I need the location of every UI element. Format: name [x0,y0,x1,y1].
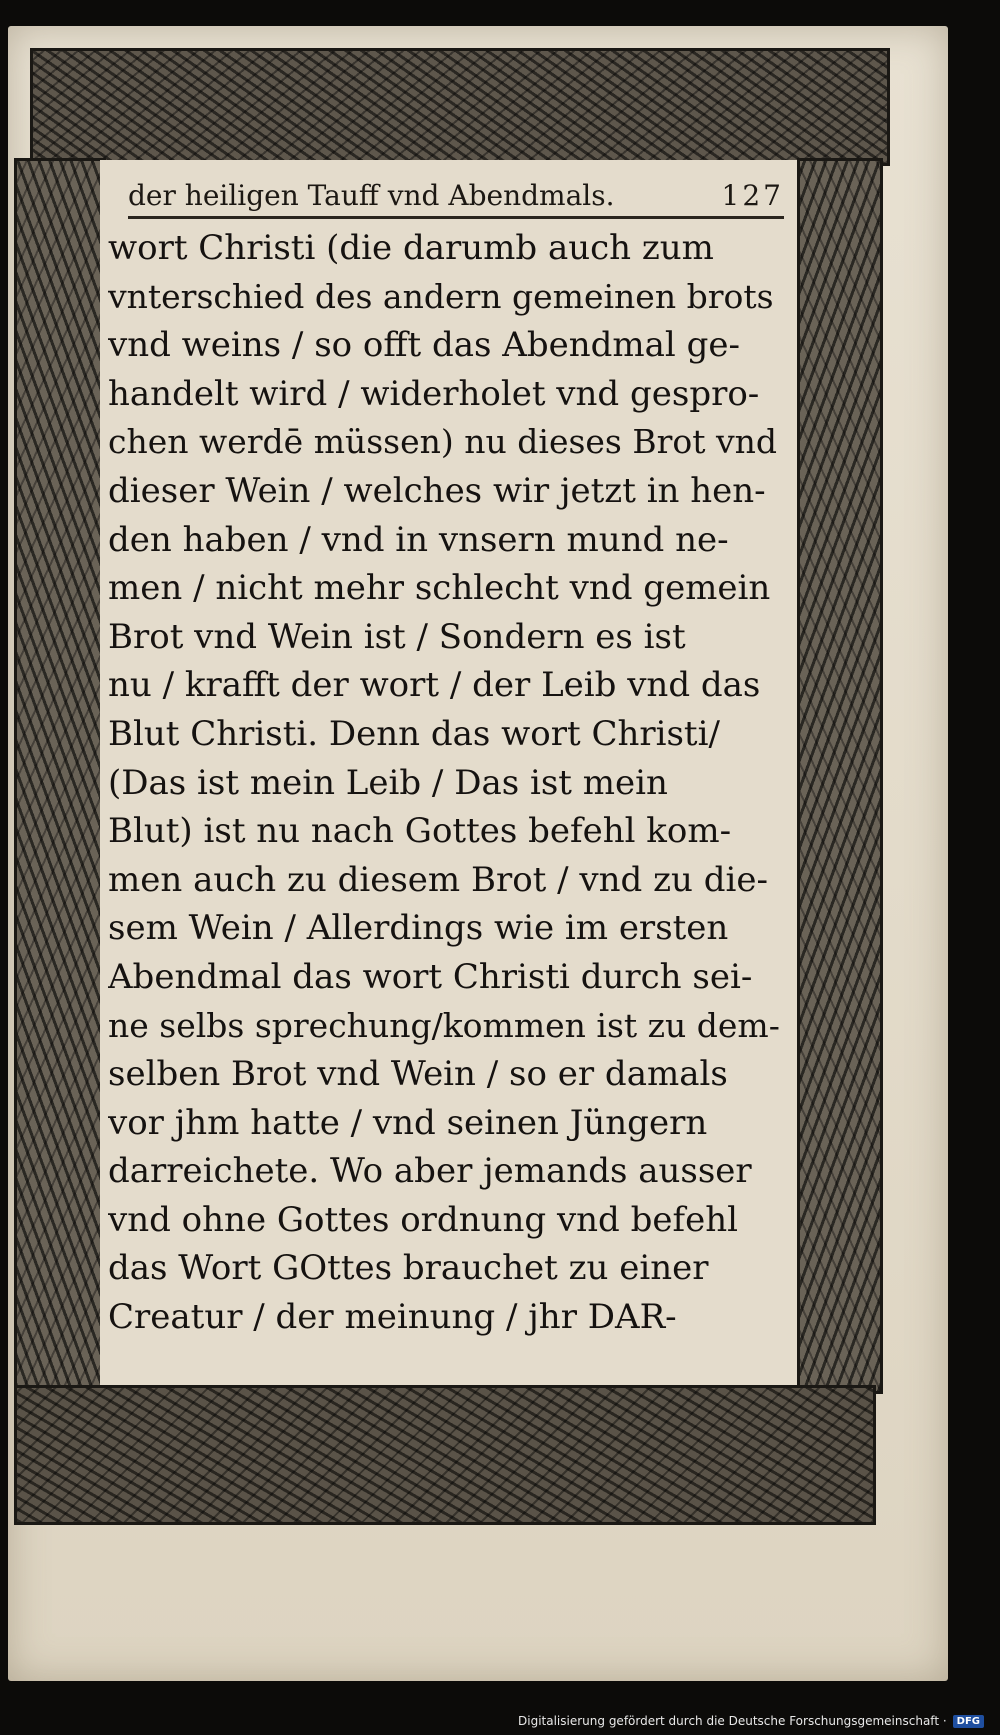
text-line: men / nicht mehr schlecht vnd gemein [108,568,771,609]
woodcut-border-bottom [14,1385,876,1525]
running-head-title: der heiligen Tauff vnd Abendmals. [128,179,615,212]
woodcut-border-right [797,158,883,1394]
credit-text: Digitalisierung gefördert durch die Deutsche Forschungsgemeinschaft · [518,1714,947,1728]
text-line: darreichete. Wo aber jemands ausser [108,1151,752,1192]
woodcut-border-left [14,158,106,1394]
page-body-text [108,224,792,1342]
text-line: vnterschied des andern gemeinen brots [108,276,774,316]
text-line: vnd ohne Gottes ordnung vnd befehl [108,1199,738,1240]
digitization-credit [518,1714,984,1728]
page-number: 127 [721,179,784,212]
text-line: das Wort GOttes brauchet zu einer [108,1248,709,1289]
text-line: selben Brot vnd Wein / so er damals [108,1054,728,1095]
text-line: vor jhm hatte / vnd seinen Jüngern [108,1102,708,1143]
text-line: Blut Christi. Denn das wort Christi/ [108,713,720,754]
text-line: sem Wein / Allerdings wie im ersten [108,908,729,949]
text-line: handelt wird / widerholet vnd gespro- [108,373,760,414]
text-line: chen werdē müssen) nu dieses Brot vnd [108,422,778,462]
text-line: Blut) ist nu nach Gottes befehl kom- [108,811,732,852]
running-head [128,168,784,219]
woodcut-border-top [30,48,890,166]
text-line: wort Christi (die darumb auch zum [108,228,714,268]
dfg-logo: DFG [953,1715,984,1728]
text-line: Abendmal das wort Christi durch sei- [108,956,753,997]
text-line: nu / krafft der wort / der Leib vnd das [108,665,761,706]
text-line: men auch zu diesem Brot / vnd zu die- [108,859,768,900]
text-line: Brot vnd Wein ist / Sondern es ist [108,616,686,657]
text-line: ne selbs sprechung/kommen ist zu dem- [108,1005,780,1045]
text-line: Creatur / der meinung / jhr DAR- [108,1297,677,1338]
text-line: (Das ist mein Leib / Das ist mein [108,762,668,803]
text-line: dieser Wein / welches wir jetzt in hen- [108,470,766,511]
text-line: vnd weins / so offt das Abendmal ge- [108,325,740,366]
text-line: den haben / vnd in vnsern mund ne- [108,519,729,560]
